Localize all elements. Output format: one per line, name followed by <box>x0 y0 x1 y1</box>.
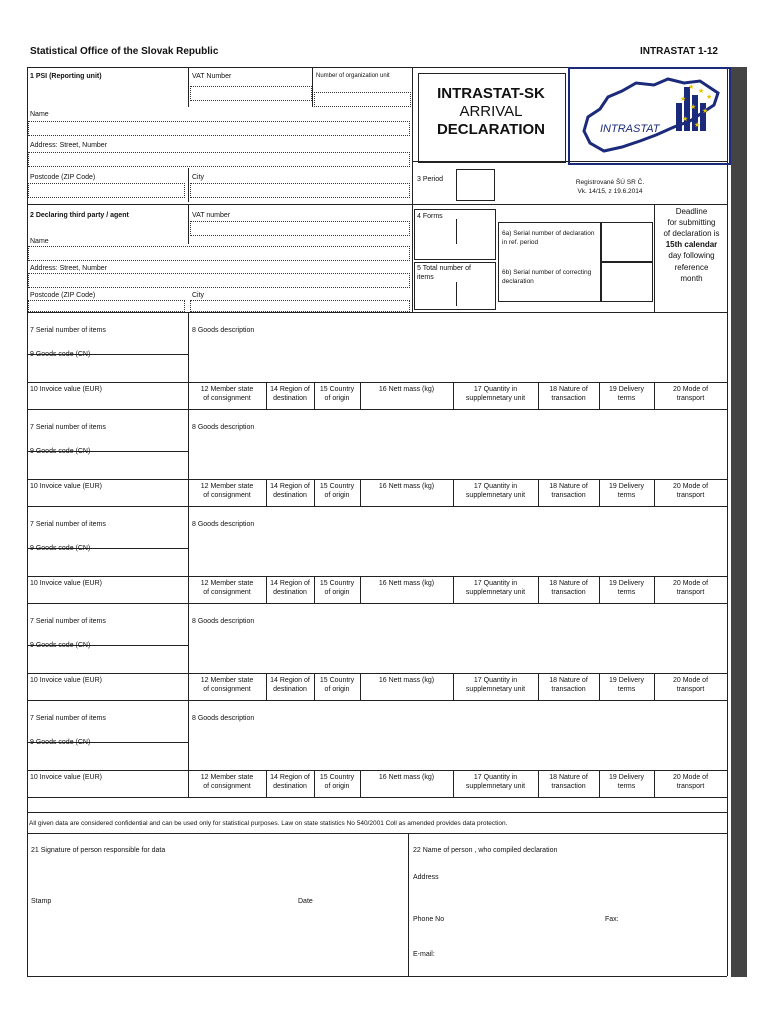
item-column-sublabel: terms <box>617 589 636 596</box>
goods-description-field-1[interactable] <box>190 313 726 381</box>
total-items-label: 5 Total number of items <box>417 265 471 281</box>
item-column-sublabel: destination <box>273 492 307 499</box>
psi-postcode-field[interactable] <box>28 183 185 198</box>
form-code: INTRASTAT 1-12 <box>640 46 718 57</box>
psi-postcode-label: Postcode (ZIP Code) <box>30 174 96 181</box>
goods-code-label: 9 Goods code (CN) <box>30 739 91 746</box>
registration-line1: Registrované ŠÚ SR Č. <box>575 179 645 186</box>
item-column-sublabel: supplemnetary unit <box>465 686 526 693</box>
intrastat-logo <box>568 67 731 165</box>
item-column-label: 18 Nature of <box>549 677 588 684</box>
item-column-sublabel: transport <box>676 783 705 790</box>
item-column-sublabel: of origin <box>324 686 350 693</box>
item-column-label: 12 Member state <box>200 774 254 781</box>
psi-org-label: Number of organization unit <box>316 73 390 79</box>
psi-city-label: City <box>192 174 205 181</box>
svg-text:★: ★ <box>688 84 695 91</box>
goods-code-label: 9 Goods code (CN) <box>30 448 91 455</box>
phone-label: Phone No <box>413 916 445 923</box>
item-column-label: 20 Mode of <box>672 483 709 490</box>
serial-ref-field[interactable] <box>601 222 653 262</box>
side-bar <box>731 67 747 977</box>
fax-label: Fax: <box>605 916 619 923</box>
title-line3: DECLARATION <box>436 121 546 138</box>
period-field[interactable] <box>456 169 495 201</box>
address-label: Address <box>413 874 439 881</box>
item-column-label: 14 Region of <box>270 580 310 587</box>
deadline-7: month <box>680 274 703 283</box>
psi-vat-label: VAT Number <box>192 73 232 80</box>
item-column-sublabel: of origin <box>324 783 350 790</box>
serial-items-field-2[interactable] <box>28 410 187 450</box>
signature-label: 21 Signature of person responsible for data <box>31 847 166 854</box>
date-label: Date <box>298 898 313 905</box>
item-column-sublabel: transport <box>676 589 705 596</box>
registration-line2: Vk. 14/15, z 19.6.2014 <box>577 188 643 195</box>
agent-label: 2 Declaring third party / agent <box>30 212 129 219</box>
agent-vat-field[interactable] <box>190 221 410 236</box>
psi-city-field[interactable] <box>190 183 410 198</box>
invoice-value-label: 10 Invoice value (EUR) <box>30 386 102 393</box>
deadline-1: Deadline <box>675 207 708 216</box>
item-column-sublabel: supplemnetary unit <box>465 783 526 790</box>
item-column-label: 17 Quantity in <box>473 483 518 490</box>
office-name: Statistical Office of the Slovak Republic <box>30 46 219 57</box>
serial-items-label: 7 Serial number of items <box>30 618 106 625</box>
item-column-label: 12 Member state <box>200 483 254 490</box>
psi-address-label: Address: Street, Number <box>30 142 108 149</box>
item-column-label: 18 Nature of <box>549 386 588 393</box>
item-column-label: 17 Quantity in <box>473 774 518 781</box>
item-column-label: 15 Country <box>319 774 355 781</box>
invoice-value-label: 10 Invoice value (EUR) <box>30 774 102 781</box>
item-column-sublabel: of origin <box>324 492 350 499</box>
item-column-sublabel: destination <box>273 686 307 693</box>
item-column-sublabel: transaction <box>551 686 586 693</box>
item-column-sublabel: terms <box>617 783 636 790</box>
item-column-label: 20 Mode of <box>672 386 709 393</box>
item-column-label: 12 Member state <box>200 677 254 684</box>
svg-text:★: ★ <box>682 116 689 123</box>
title-line1: INTRASTAT-SK <box>437 85 545 102</box>
psi-label: 1 PSI (Reporting unit) <box>30 73 102 80</box>
goods-description-label: 8 Goods description <box>192 521 255 528</box>
item-column-sublabel: transaction <box>551 783 586 790</box>
item-column-label: 18 Nature of <box>549 483 588 490</box>
forms-label: 4 Forms <box>417 213 443 220</box>
item-column-sublabel: transaction <box>551 492 586 499</box>
email-label: E-mail: <box>413 951 435 958</box>
deadline-5: day following <box>668 251 715 260</box>
item-column-sublabel: transaction <box>551 395 586 402</box>
item-column-sublabel: supplemnetary unit <box>465 589 526 596</box>
serial-items-label: 7 Serial number of items <box>30 521 106 528</box>
compiled-label: 22 Name of person , who compiled declaration <box>413 847 558 854</box>
goods-code-label: 9 Goods code (CN) <box>30 351 91 358</box>
item-column-label: 14 Region of <box>270 774 310 781</box>
goods-description-label: 8 Goods description <box>192 618 255 625</box>
agent-address-label: Address: Street, Number <box>30 265 108 272</box>
item-column-label: 19 Delivery <box>608 677 644 684</box>
item-column-label: 20 Mode of <box>672 677 709 684</box>
item-column-label: 20 Mode of <box>672 580 709 587</box>
goods-description-field-3[interactable] <box>190 507 726 575</box>
item-column-sublabel: of origin <box>324 589 350 596</box>
item-column-sublabel: destination <box>273 589 307 596</box>
svg-text:★: ★ <box>698 88 705 95</box>
agent-postcode-label: Postcode (ZIP Code) <box>30 292 96 299</box>
item-column-sublabel: of consignment <box>203 783 251 790</box>
item-column-label: 17 Quantity in <box>473 386 518 393</box>
logo-text: INTRASTAT <box>600 123 660 135</box>
item-column-label: 19 Delivery <box>608 386 644 393</box>
item-column-sublabel: terms <box>617 395 636 402</box>
serial-corr-field[interactable] <box>601 262 653 302</box>
item-column-label: 12 Member state <box>200 386 254 393</box>
item-column-label: 17 Quantity in <box>473 580 518 587</box>
item-column-label: 17 Quantity in <box>473 677 518 684</box>
item-column-label: 18 Nature of <box>549 580 588 587</box>
svg-text:★: ★ <box>694 122 701 129</box>
item-column-label: 16 Nett mass (kg) <box>378 483 435 490</box>
slovakia-map-icon <box>570 69 729 163</box>
invoice-value-label: 10 Invoice value (EUR) <box>30 483 102 490</box>
agent-address-field[interactable] <box>28 273 410 288</box>
item-column-label: 15 Country <box>319 580 355 587</box>
deadline-4: 15th calendar <box>665 240 718 249</box>
item-column-sublabel: of origin <box>324 395 350 402</box>
item-column-sublabel: transport <box>676 492 705 499</box>
deadline-2: for submitting <box>667 218 716 227</box>
item-column-sublabel: transport <box>676 686 705 693</box>
item-column-sublabel: of consignment <box>203 686 251 693</box>
item-column-label: 16 Nett mass (kg) <box>378 386 435 393</box>
serial-items-field-4[interactable] <box>28 604 187 644</box>
serial-ref-label: 6a) Serial number of declaration in ref. period <box>502 230 595 246</box>
item-column-label: 14 Region of <box>270 677 310 684</box>
svg-text:★: ★ <box>706 94 713 101</box>
svg-text:★: ★ <box>702 108 709 115</box>
item-column-label: 19 Delivery <box>608 774 644 781</box>
agent-city-label: City <box>192 292 205 299</box>
invoice-value-label: 10 Invoice value (EUR) <box>30 677 102 684</box>
serial-items-field-5[interactable] <box>28 701 187 741</box>
svg-text:★: ★ <box>690 104 697 111</box>
goods-description-label: 8 Goods description <box>192 715 255 722</box>
psi-address-field[interactable] <box>28 152 410 167</box>
item-column-label: 16 Nett mass (kg) <box>378 580 435 587</box>
item-column-sublabel: of consignment <box>203 589 251 596</box>
psi-vat-field[interactable] <box>190 86 312 101</box>
item-column-label: 14 Region of <box>270 386 310 393</box>
item-column-label: 19 Delivery <box>608 580 644 587</box>
serial-items-label: 7 Serial number of items <box>30 424 106 431</box>
item-column-sublabel: destination <box>273 395 307 402</box>
serial-items-label: 7 Serial number of items <box>30 715 106 722</box>
psi-org-field[interactable] <box>314 92 411 107</box>
item-column-sublabel: transport <box>676 395 705 402</box>
serial-corr-label: 6b) Serial number of correcting declaration <box>502 269 592 285</box>
goods-description-label: 8 Goods description <box>192 327 255 334</box>
confidential-note: All given data are considered confidential and can be used only for statistical purposes. Law on state statistics No 540/2001 Coll as amended provides data protection. <box>29 820 508 827</box>
item-column-sublabel: supplemnetary unit <box>465 395 526 402</box>
goods-description-field-4[interactable] <box>190 604 726 672</box>
item-column-sublabel: terms <box>617 686 636 693</box>
deadline-6: reference <box>674 263 709 272</box>
title-line2: ARRIVAL <box>459 103 523 120</box>
agent-name-label: Name <box>30 238 49 245</box>
psi-name-label: Name <box>30 111 49 118</box>
item-column-label: 15 Country <box>319 386 355 393</box>
item-column-sublabel: terms <box>617 492 636 499</box>
item-column-label: 18 Nature of <box>549 774 588 781</box>
item-column-sublabel: supplemnetary unit <box>465 492 526 499</box>
item-column-label: 12 Member state <box>200 580 254 587</box>
goods-description-field-2[interactable] <box>190 410 726 478</box>
agent-city-field[interactable] <box>190 300 410 312</box>
item-column-label: 16 Nett mass (kg) <box>378 677 435 684</box>
deadline-3: of declaration is <box>663 229 720 238</box>
serial-items-label: 7 Serial number of items <box>30 327 106 334</box>
item-column-sublabel: of consignment <box>203 395 251 402</box>
goods-code-label: 9 Goods code (CN) <box>30 642 91 649</box>
item-column-label: 15 Country <box>319 483 355 490</box>
item-column-sublabel: destination <box>273 783 307 790</box>
serial-items-field-1[interactable] <box>28 313 187 353</box>
period-label: 3 Period <box>417 176 444 183</box>
item-column-label: 14 Region of <box>270 483 310 490</box>
item-column-label: 16 Nett mass (kg) <box>378 774 435 781</box>
svg-text:★: ★ <box>680 96 687 103</box>
goods-description-label: 8 Goods description <box>192 424 255 431</box>
goods-description-field-5[interactable] <box>190 701 726 769</box>
item-column-sublabel: of consignment <box>203 492 251 499</box>
item-column-label: 19 Delivery <box>608 483 644 490</box>
psi-name-field[interactable] <box>28 121 410 136</box>
stamp-label: Stamp <box>31 898 52 905</box>
item-column-label: 15 Country <box>319 677 355 684</box>
agent-postcode-field[interactable] <box>28 300 185 312</box>
serial-items-field-3[interactable] <box>28 507 187 547</box>
goods-code-label: 9 Goods code (CN) <box>30 545 91 552</box>
agent-name-field[interactable] <box>28 246 410 261</box>
item-column-sublabel: transaction <box>551 589 586 596</box>
invoice-value-label: 10 Invoice value (EUR) <box>30 580 102 587</box>
agent-vat-label: VAT number <box>192 212 231 219</box>
item-column-label: 20 Mode of <box>672 774 709 781</box>
